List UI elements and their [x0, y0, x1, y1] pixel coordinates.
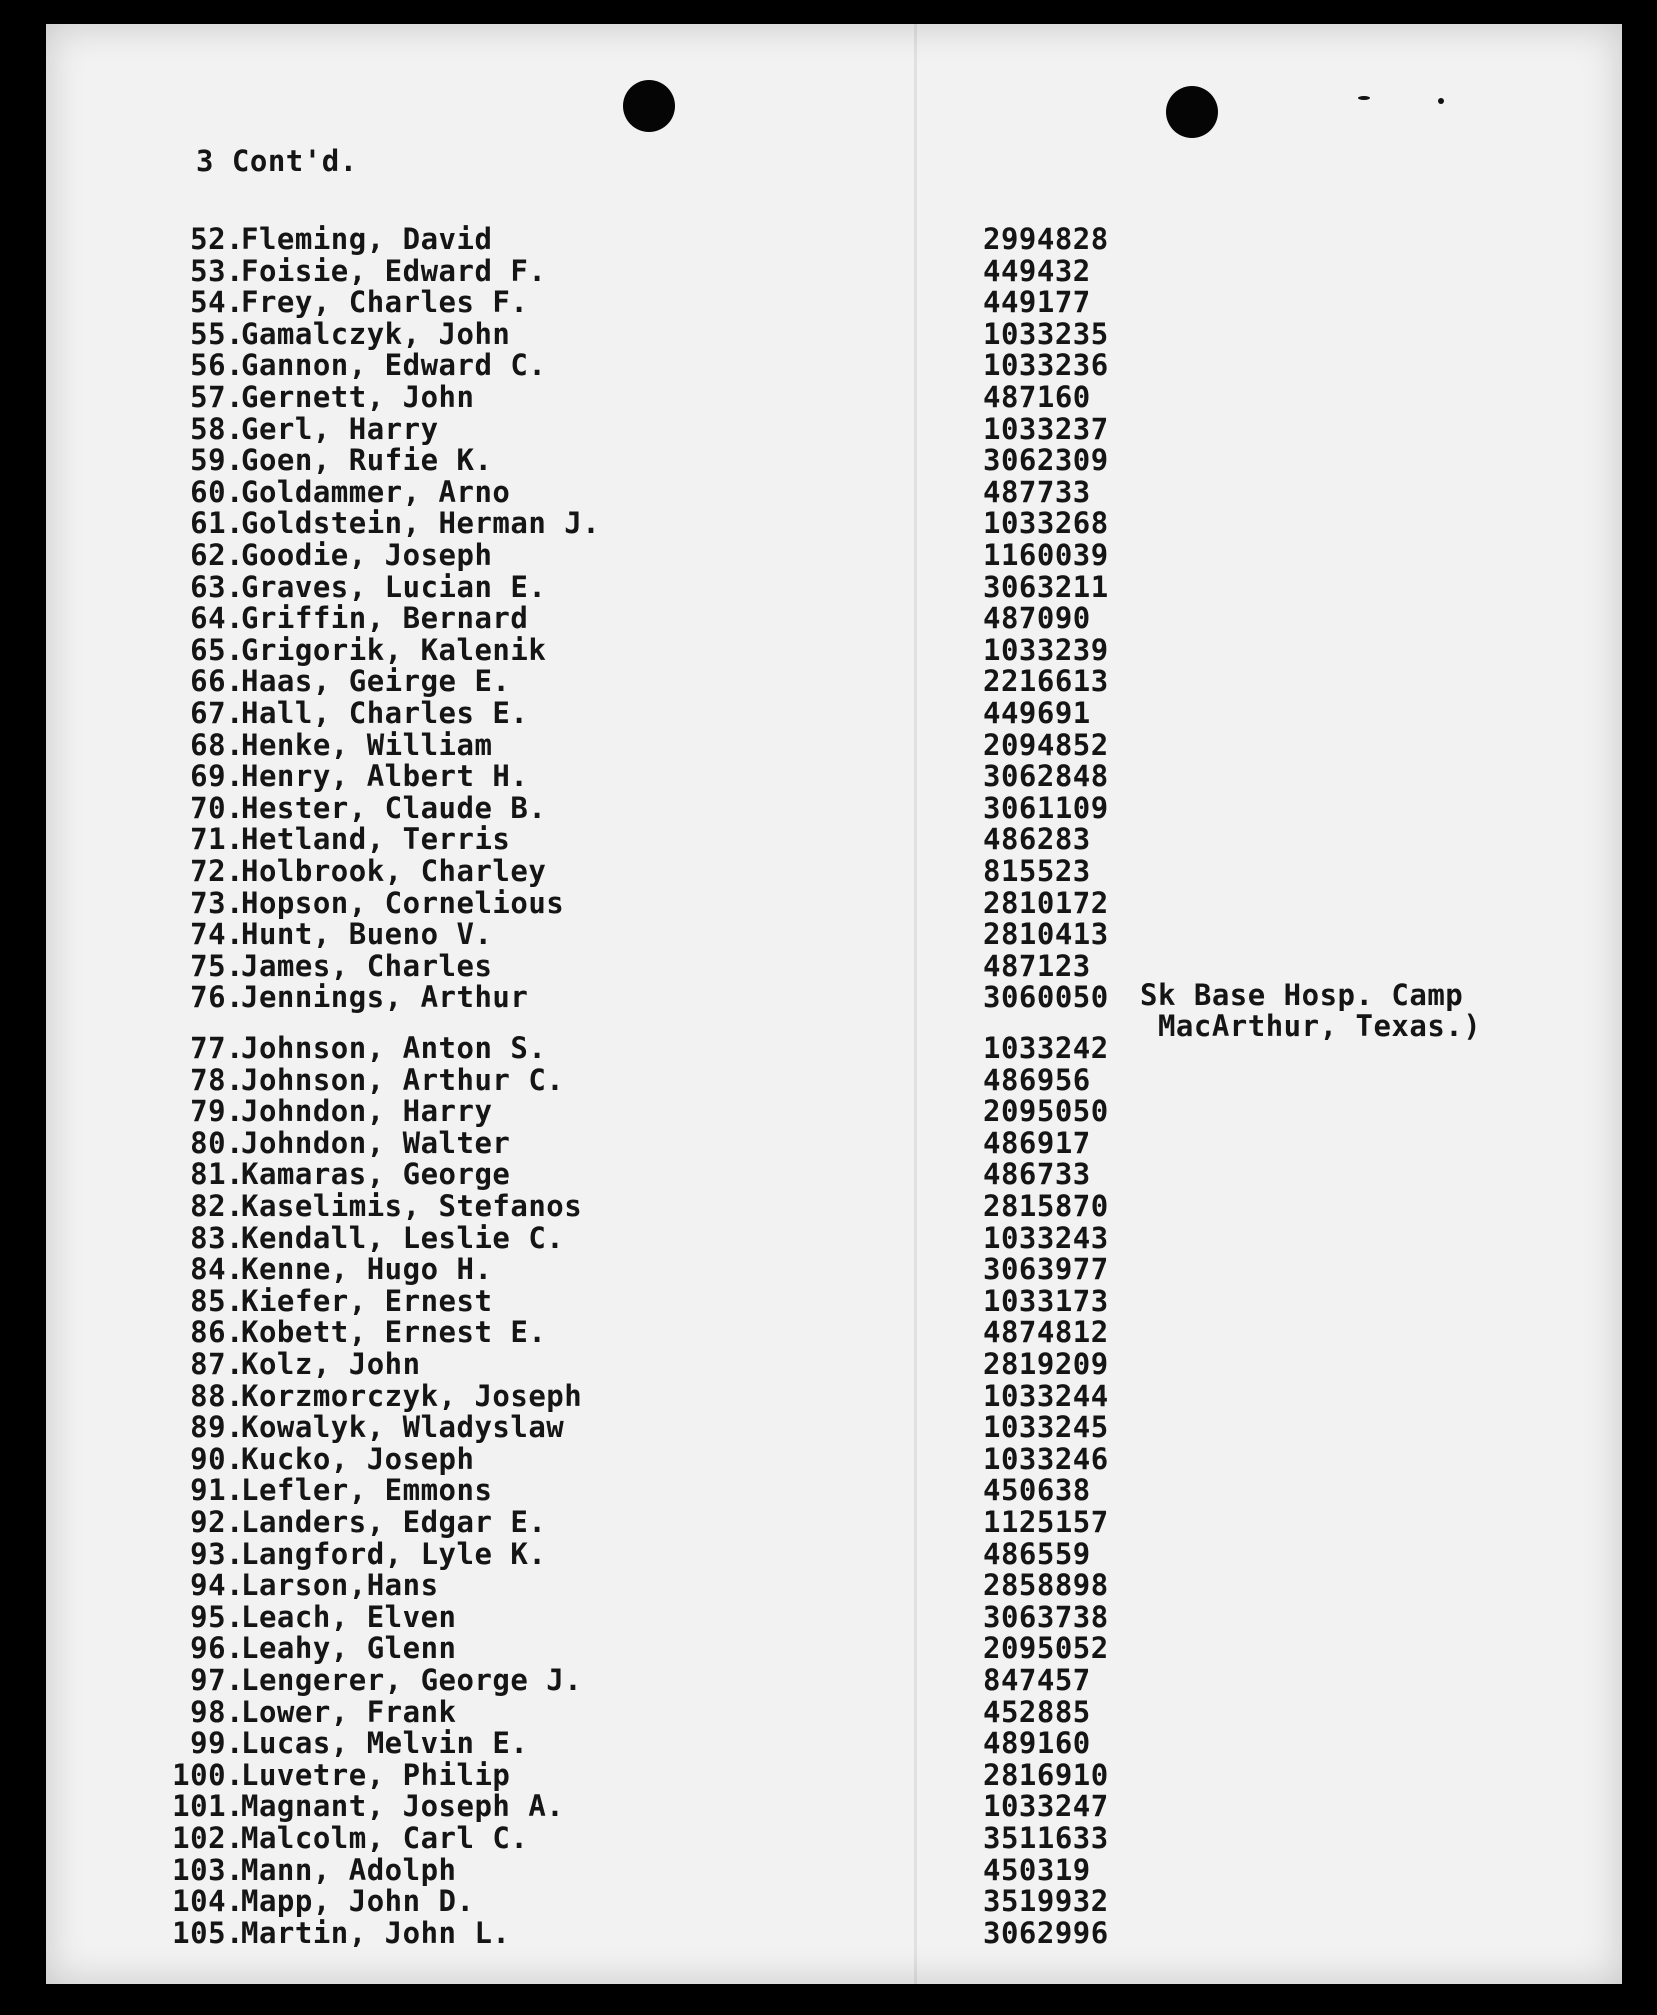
- entry-name: Goen, Rufie K.: [241, 443, 493, 478]
- entry-name: Goldammer, Arno: [241, 474, 511, 509]
- entry-name: Mann, Adolph: [241, 1852, 457, 1887]
- entry-serial-number: 1033243: [983, 1220, 1109, 1255]
- entry-number: 66.: [190, 664, 244, 699]
- entry-serial-number: 1033173: [983, 1283, 1109, 1318]
- entry-serial-number: 487090: [983, 601, 1091, 636]
- entry-number: 71.: [190, 822, 244, 857]
- list-item: [46, 538, 1622, 572]
- entry-name: Johnson, Anton S.: [241, 1031, 547, 1065]
- punch-hole-left: [623, 80, 675, 132]
- list-item: [46, 948, 1622, 983]
- entry-number: 70.: [190, 790, 244, 825]
- list-item: [46, 1441, 1622, 1476]
- entry-serial-number: 1160039: [983, 538, 1109, 572]
- list-item: [46, 1062, 1622, 1097]
- entry-name: Holbrook, Charley: [241, 854, 547, 888]
- entry-name: Griffin, Bernard: [241, 601, 529, 636]
- document-page: [46, 24, 1622, 1984]
- entry-number: 98.: [190, 1694, 244, 1729]
- entry-serial-number: 2994828: [983, 222, 1109, 256]
- list-item: [46, 506, 1622, 541]
- entry-name: Langford, Lyle K.: [241, 1536, 547, 1571]
- entry-number: 62.: [190, 538, 244, 572]
- list-item: [46, 1473, 1622, 1508]
- entry-serial-number: 1033242: [983, 1031, 1109, 1065]
- entry-name: Hester, Claude B.: [241, 790, 547, 825]
- list-item: [46, 632, 1622, 667]
- list-item: [46, 1631, 1622, 1666]
- entry-serial-number: 487123: [983, 948, 1091, 983]
- entry-serial-number: 3062848: [983, 759, 1109, 794]
- entry-number: 54.: [190, 285, 244, 320]
- entry-serial-number: 2810413: [983, 917, 1109, 952]
- entry-name: Leach, Elven: [241, 1599, 457, 1634]
- entry-serial-number: 486283: [983, 822, 1091, 857]
- entry-serial-number: 450638: [983, 1473, 1091, 1508]
- list-item: [46, 253, 1622, 288]
- entry-number: 97.: [190, 1663, 244, 1697]
- entry-name: Hetland, Terris: [241, 822, 511, 857]
- list-item: [46, 1568, 1622, 1603]
- entry-name: Frey, Charles F.: [241, 285, 529, 320]
- entry-number: 69.: [190, 759, 244, 794]
- page-heading: 3 Cont'd.: [196, 144, 358, 178]
- list-item: [46, 1884, 1622, 1919]
- entry-number: 88.: [190, 1378, 244, 1413]
- entry-name: Gannon, Edward C.: [241, 348, 547, 383]
- entry-serial-number: 3063738: [983, 1599, 1109, 1634]
- entry-name: Gamalczyk, John: [241, 316, 511, 351]
- list-item: [46, 790, 1622, 825]
- entry-name: Henke, William: [241, 727, 493, 762]
- entry-serial-number: 1033247: [983, 1789, 1109, 1824]
- entry-name: Gerl, Harry: [241, 411, 439, 446]
- entry-serial-number: 486733: [983, 1157, 1091, 1192]
- entry-serial-number: 452885: [983, 1694, 1091, 1729]
- entry-number: 55.: [190, 316, 244, 351]
- entry-serial-number: 815523: [983, 854, 1091, 888]
- list-item: [46, 1726, 1622, 1761]
- list-item: [46, 917, 1622, 952]
- entry-name: Lengerer, George J.: [241, 1663, 583, 1697]
- list-item: [46, 822, 1622, 857]
- entry-serial-number: 486559: [983, 1536, 1091, 1571]
- entry-name: Leahy, Glenn: [241, 1631, 457, 1666]
- entry-name: Larson,Hans: [241, 1568, 439, 1603]
- entry-serial-number: 1033268: [983, 506, 1109, 541]
- list-item: [46, 854, 1622, 888]
- list-item: [46, 664, 1622, 699]
- entry-name: James, Charles: [241, 948, 493, 983]
- entry-number: 57.: [190, 380, 244, 414]
- list-item: [46, 1852, 1622, 1887]
- entry-name: Lefler, Emmons: [241, 1473, 493, 1508]
- punch-hole-right: [1166, 86, 1218, 138]
- entry-name: Jennings, Arthur: [241, 980, 529, 1015]
- list-item: [46, 1094, 1622, 1129]
- entry-name: Johndon, Harry: [241, 1094, 493, 1129]
- entry-serial-number: 449177: [983, 285, 1091, 320]
- entry-number: 58.: [190, 411, 244, 446]
- entry-serial-number: 2810172: [983, 885, 1109, 920]
- entry-serial-number: 1033246: [983, 1441, 1109, 1476]
- entry-number: 64.: [190, 601, 244, 636]
- list-item: [46, 1220, 1622, 1255]
- entry-serial-number: 4874812: [983, 1315, 1109, 1350]
- entry-number: 103.: [172, 1852, 244, 1887]
- entry-number: 78.: [190, 1062, 244, 1097]
- entry-number: 73.: [190, 885, 244, 920]
- entry-number: 76.: [190, 980, 244, 1015]
- entry-name: Grigorik, Kalenik: [241, 632, 547, 667]
- entry-number: 74.: [190, 917, 244, 952]
- entry-name: Haas, Geirge E.: [241, 664, 511, 699]
- entry-serial-number: 3063211: [983, 569, 1109, 604]
- entry-name: Hall, Charles E.: [241, 696, 529, 730]
- entry-name: Graves, Lucian E.: [241, 569, 547, 604]
- entry-name: Johnson, Arthur C.: [241, 1062, 565, 1097]
- list-item: [46, 1252, 1622, 1287]
- list-item: [46, 1599, 1622, 1634]
- list-item: [46, 1283, 1622, 1318]
- entry-serial-number: 487733: [983, 474, 1091, 509]
- entry-number: 93.: [190, 1536, 244, 1571]
- entry-number: 86.: [190, 1315, 244, 1350]
- list-item: [46, 1157, 1622, 1192]
- entry-number: 60.: [190, 474, 244, 509]
- entry-serial-number: 449432: [983, 253, 1091, 288]
- entry-number: 105.: [172, 1915, 244, 1950]
- entry-serial-number: 2095052: [983, 1631, 1109, 1666]
- list-item: [46, 1821, 1622, 1855]
- entry-number: 92.: [190, 1505, 244, 1539]
- list-item: [46, 222, 1622, 256]
- entry-name: Kowalyk, Wladyslaw: [241, 1410, 565, 1445]
- entry-name: Landers, Edgar E.: [241, 1505, 547, 1539]
- list-item: [46, 1663, 1622, 1697]
- entry-name: Kenne, Hugo H.: [241, 1252, 493, 1287]
- list-item: [46, 1031, 1622, 1065]
- entry-name: Goodie, Joseph: [241, 538, 493, 572]
- list-item: [46, 411, 1622, 446]
- entry-serial-number: 486956: [983, 1062, 1091, 1097]
- list-item: [46, 1315, 1622, 1350]
- entry-number: 94.: [190, 1568, 244, 1603]
- entry-number: 80.: [190, 1125, 244, 1160]
- entry-serial-number: 2094852: [983, 727, 1109, 762]
- entry-number: 79.: [190, 1094, 244, 1129]
- list-item: [46, 285, 1622, 320]
- entry-serial-number: 2858898: [983, 1568, 1109, 1603]
- entry-serial-number: 3511633: [983, 1821, 1109, 1855]
- entry-name: Foisie, Edward F.: [241, 253, 547, 288]
- entry-serial-number: 1033236: [983, 348, 1109, 383]
- entry-serial-number: 3060050: [983, 980, 1109, 1015]
- entry-serial-number: 3062996: [983, 1915, 1109, 1950]
- entry-serial-number: 1033239: [983, 632, 1109, 667]
- entry-name: Kolz, John: [241, 1347, 421, 1381]
- entry-serial-number: 489160: [983, 1726, 1091, 1761]
- entry-name: Lucas, Melvin E.: [241, 1726, 529, 1761]
- list-item: [46, 316, 1622, 351]
- entry-number: 104.: [172, 1884, 244, 1919]
- entry-number: 84.: [190, 1252, 244, 1287]
- entry-name: Goldstein, Herman J.: [241, 506, 601, 541]
- entry-number: 82.: [190, 1189, 244, 1223]
- list-item: [46, 1189, 1622, 1223]
- entry-number: 83.: [190, 1220, 244, 1255]
- entry-serial-number: 2819209: [983, 1347, 1109, 1381]
- entry-number: 72.: [190, 854, 244, 888]
- list-item: [46, 1694, 1622, 1729]
- entry-number: 90.: [190, 1441, 244, 1476]
- list-item: [46, 569, 1622, 604]
- entry-serial-number: 1033244: [983, 1378, 1109, 1413]
- entry-serial-number: 2815870: [983, 1189, 1109, 1223]
- entry-name: Hunt, Bueno V.: [241, 917, 493, 952]
- entry-number: 91.: [190, 1473, 244, 1508]
- speck-mark: [1358, 96, 1370, 100]
- entry-number: 59.: [190, 443, 244, 478]
- entry-serial-number: 3063977: [983, 1252, 1109, 1287]
- entry-serial-number: 1033235: [983, 316, 1109, 351]
- entry-number: 96.: [190, 1631, 244, 1666]
- entry-name: Kiefer, Ernest: [241, 1283, 493, 1318]
- entry-number: 87.: [190, 1347, 244, 1381]
- entry-number: 99.: [190, 1726, 244, 1761]
- list-item: [46, 1915, 1622, 1950]
- list-item: [46, 474, 1622, 509]
- entry-number: 52.: [190, 222, 244, 256]
- list-item: [46, 1757, 1622, 1792]
- entry-serial-number: 3061109: [983, 790, 1109, 825]
- entry-name: Kucko, Joseph: [241, 1441, 475, 1476]
- entry-name: Kamaras, George: [241, 1157, 511, 1192]
- entry-name: Magnant, Joseph A.: [241, 1789, 565, 1824]
- list-item: [46, 727, 1622, 762]
- list-item: [46, 1789, 1622, 1824]
- entry-number: 101.: [172, 1789, 244, 1824]
- list-item: [46, 380, 1622, 414]
- list-item: [46, 348, 1622, 383]
- entry-name: Kendall, Leslie C.: [241, 1220, 565, 1255]
- entry-serial-number: 1125157: [983, 1505, 1109, 1539]
- entry-name: Korzmorczyk, Joseph: [241, 1378, 583, 1413]
- entry-name: Henry, Albert H.: [241, 759, 529, 794]
- entry-serial-number: 847457: [983, 1663, 1091, 1697]
- entry-name: Mapp, John D.: [241, 1884, 475, 1919]
- list-item: [46, 1505, 1622, 1539]
- entry-serial-number: 1033245: [983, 1410, 1109, 1445]
- entry-name: Martin, John L.: [241, 1915, 511, 1950]
- list-item: [46, 443, 1622, 478]
- entry-number: 75.: [190, 948, 244, 983]
- entry-serial-number: 1033237: [983, 411, 1109, 446]
- list-item: [46, 601, 1622, 636]
- entry-number: 61.: [190, 506, 244, 541]
- list-item: [46, 1125, 1622, 1160]
- entry-number: 102.: [172, 1821, 244, 1855]
- entry-number: 65.: [190, 632, 244, 667]
- entry-note: Sk Base Hosp. Camp MacArthur, Texas.): [1140, 978, 1482, 1044]
- entry-number: 85.: [190, 1283, 244, 1318]
- entry-number: 77.: [190, 1031, 244, 1065]
- entry-serial-number: 2095050: [983, 1094, 1109, 1129]
- entry-number: 56.: [190, 348, 244, 383]
- entry-number: 81.: [190, 1157, 244, 1192]
- entry-name: Kobett, Ernest E.: [241, 1315, 547, 1350]
- entry-name: Hopson, Cornelious: [241, 885, 565, 920]
- list-item: [46, 696, 1622, 730]
- entry-serial-number: 2216613: [983, 664, 1109, 699]
- list-item: [46, 1410, 1622, 1445]
- list-item: [46, 1347, 1622, 1381]
- entry-name: Kaselimis, Stefanos: [241, 1189, 583, 1223]
- entry-name: Luvetre, Philip: [241, 1757, 511, 1792]
- entry-name: Johndon, Walter: [241, 1125, 511, 1160]
- entry-number: 95.: [190, 1599, 244, 1634]
- entry-serial-number: 449691: [983, 696, 1091, 730]
- list-item: [46, 885, 1622, 920]
- list-item: [46, 978, 1622, 1044]
- entry-serial-number: 450319: [983, 1852, 1091, 1887]
- entry-number: 67.: [190, 696, 244, 730]
- list-item: [46, 1378, 1622, 1413]
- entry-name: Malcolm, Carl C.: [241, 1821, 529, 1855]
- entry-serial-number: 3519932: [983, 1884, 1109, 1919]
- entry-number: 68.: [190, 727, 244, 762]
- list-item: [46, 759, 1622, 794]
- speck-mark: [1438, 98, 1444, 104]
- entry-number: 63.: [190, 569, 244, 604]
- entry-name: Gernett, John: [241, 380, 475, 414]
- entry-number: 89.: [190, 1410, 244, 1445]
- list-item: [46, 1536, 1622, 1571]
- entry-name: Lower, Frank: [241, 1694, 457, 1729]
- entry-number: 53.: [190, 253, 244, 288]
- entry-serial-number: 486917: [983, 1125, 1091, 1160]
- entry-serial-number: 2816910: [983, 1757, 1109, 1792]
- entry-serial-number: 487160: [983, 380, 1091, 414]
- entry-number: 100.: [172, 1757, 244, 1792]
- entry-serial-number: 3062309: [983, 443, 1109, 478]
- entry-name: Fleming, David: [241, 222, 493, 256]
